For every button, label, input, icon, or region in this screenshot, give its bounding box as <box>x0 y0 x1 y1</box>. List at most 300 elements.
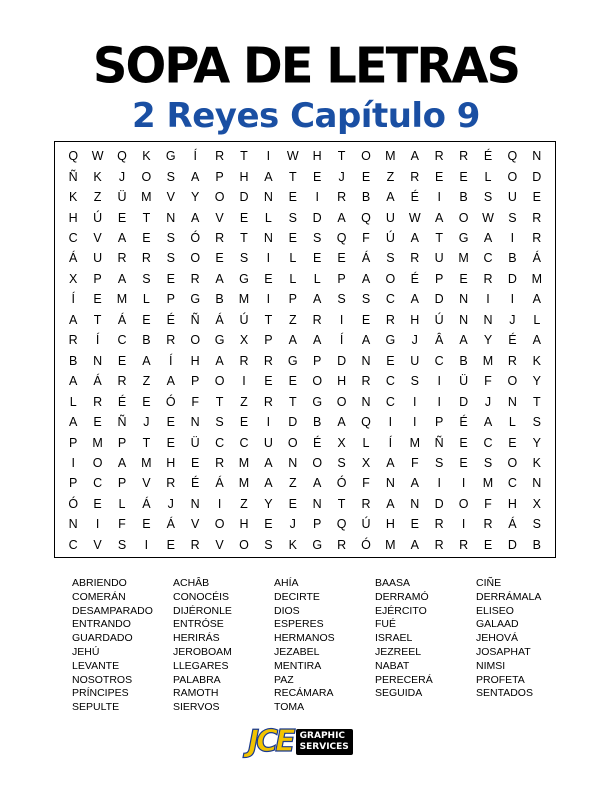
grid-letter: E <box>361 312 371 327</box>
grid-letter: T <box>264 312 273 327</box>
grid-letter: C <box>385 374 395 389</box>
grid-letter: I <box>95 517 100 532</box>
grid-letter: K <box>69 190 78 205</box>
grid-letter: R <box>532 210 542 225</box>
grid-letter: O <box>214 190 225 205</box>
grid-letter: R <box>434 149 444 164</box>
grid-letter: K <box>532 353 541 368</box>
grid-letter: A <box>142 353 151 368</box>
grid-letter: Ú <box>93 210 103 225</box>
grid-letter: M <box>409 435 420 450</box>
grid-letter: D <box>532 169 542 184</box>
grid-letter: P <box>435 415 444 430</box>
word-list-item: CONOCÉIS <box>173 590 230 603</box>
word-list-item: NOSOTROS <box>72 673 133 686</box>
grid-letter: O <box>507 455 518 470</box>
grid-letter: A <box>215 353 224 368</box>
grid-letter: M <box>482 353 494 368</box>
grid-letter: A <box>69 374 78 389</box>
grid-letter: C <box>93 476 103 491</box>
grid-letter: R <box>532 231 542 246</box>
grid-letter: A <box>215 271 224 286</box>
grid-letter: V <box>191 517 200 532</box>
grid-letter: N <box>532 476 542 491</box>
grid-letter: R <box>483 271 493 286</box>
grid-letter: M <box>141 190 152 205</box>
grid-letter: É <box>410 271 419 286</box>
word-list-item: ISRAEL <box>375 632 413 645</box>
grid-letter: A <box>459 333 468 348</box>
grid-letter: L <box>313 271 321 286</box>
grid-letter: U <box>263 435 273 450</box>
grid-letter: Y <box>264 496 273 511</box>
grid-letter: N <box>166 210 176 225</box>
grid-letter: N <box>532 149 542 164</box>
grid-letter: Ó <box>190 231 201 246</box>
grid-letter: F <box>362 476 370 491</box>
grid-letter: N <box>190 415 200 430</box>
word-list-item: RAMOTH <box>173 687 219 700</box>
grid-letter: J <box>289 517 296 532</box>
grid-letter: A <box>264 476 273 491</box>
grid-letter: Ñ <box>68 169 78 184</box>
grid-letter: I <box>510 231 515 246</box>
grid-letter: I <box>217 496 222 511</box>
grid-letter: O <box>239 537 249 552</box>
grid-letter: N <box>93 353 103 368</box>
grid-letter: C <box>507 476 517 491</box>
grid-letter: A <box>361 271 371 286</box>
grid-letter: H <box>190 353 200 368</box>
grid-letter: I <box>437 374 441 389</box>
grid-letter: A <box>361 333 371 348</box>
grid-letter: I <box>413 394 417 409</box>
grid-letter: R <box>166 333 176 348</box>
grid-letter: H <box>166 455 176 470</box>
grid-letter: O <box>92 455 103 470</box>
word-list-item: ELISEO <box>476 604 514 617</box>
grid-letter: O <box>190 333 201 348</box>
grid-letter: Ñ <box>117 415 127 430</box>
grid-letter: T <box>435 231 443 246</box>
word-list-item: DECIRTE <box>274 590 320 603</box>
grid-letter: É <box>191 476 200 491</box>
grid-letter: T <box>288 169 297 184</box>
word-list-item: AHÍA <box>274 577 299 589</box>
grid-letter: E <box>117 210 127 225</box>
grid-letter: J <box>143 415 150 430</box>
grid-letter: B <box>459 190 468 205</box>
grid-letter: Y <box>532 374 541 389</box>
grid-letter: E <box>166 537 175 552</box>
grid-letter: E <box>313 251 322 266</box>
grid-letter: E <box>459 455 468 470</box>
grid-letter: M <box>116 292 128 307</box>
grid-letter: P <box>166 292 175 307</box>
grid-letter: N <box>459 292 469 307</box>
grid-letter: I <box>266 292 271 307</box>
word-list-item: PALABRA <box>173 673 221 686</box>
grid-letter: O <box>312 455 323 470</box>
grid-letter: J <box>167 496 174 511</box>
grid-letter: C <box>117 333 127 348</box>
grid-letter: Ó <box>165 394 176 409</box>
grid-letter: B <box>142 333 151 348</box>
word-list-item: SENTADOS <box>476 687 533 700</box>
grid-letter: R <box>385 312 395 327</box>
grid-letter: H <box>410 312 420 327</box>
word-list-item: ENTRÓSE <box>173 618 224 631</box>
grid-letter: É <box>313 435 322 450</box>
grid-letter: S <box>215 415 224 430</box>
grid-letter: P <box>117 476 127 491</box>
grid-letter: N <box>190 496 200 511</box>
logo-text <box>296 729 353 755</box>
grid-letter: R <box>117 251 127 266</box>
grid-letter: Ñ <box>190 312 200 327</box>
grid-letter: M <box>482 476 494 491</box>
grid-letter: I <box>266 149 271 164</box>
grid-letter: Q <box>507 149 518 164</box>
word-list-item: PERECERÁ <box>375 673 433 686</box>
grid-letter: Ü <box>459 374 469 389</box>
grid-letter: N <box>361 394 371 409</box>
grid-letter: L <box>289 271 297 286</box>
grid-letter: H <box>68 210 78 225</box>
grid-letter: X <box>239 333 249 348</box>
grid-letter: E <box>410 517 419 532</box>
grid-letter: I <box>144 537 149 552</box>
word-list-item: JOSAPHAT <box>476 645 531 658</box>
grid-letter: I <box>266 415 271 430</box>
grid-letter: S <box>508 210 517 225</box>
grid-letter: K <box>142 149 151 164</box>
grid-letter: T <box>288 394 297 409</box>
grid-letter: G <box>458 231 469 246</box>
grid-letter: I <box>437 190 441 205</box>
grid-letter: Z <box>386 169 395 184</box>
grid-letter: T <box>240 149 248 164</box>
grid-letter: R <box>190 537 200 552</box>
word-list-item: MENTIRA <box>274 659 322 672</box>
grid-letter: S <box>386 251 395 266</box>
grid-letter: Á <box>69 251 78 266</box>
grid-letter: É <box>410 190 419 205</box>
grid-letter: Q <box>336 231 347 246</box>
grid-letter: B <box>361 190 371 205</box>
grid-letter: Y <box>483 333 493 348</box>
grid-letter: N <box>385 476 395 491</box>
grid-letter: M <box>238 455 250 470</box>
grid-letter: A <box>386 455 395 470</box>
grid-letter: C <box>68 537 78 552</box>
grid-letter: B <box>69 353 78 368</box>
grid-letter: S <box>166 251 175 266</box>
grid-letter: J <box>411 333 418 348</box>
grid-letter: V <box>142 476 151 491</box>
word-list-item: GALAAD <box>476 618 519 631</box>
grid-letter: Z <box>240 394 248 409</box>
grid-letter: A <box>313 333 322 348</box>
grid-letter: A <box>410 149 419 164</box>
grid-letter: Ú <box>434 312 444 327</box>
grid-letter: P <box>313 517 322 532</box>
grid-letter: L <box>508 415 516 430</box>
word-list-item: FUÉ <box>375 618 396 631</box>
logo-line-2: SERVICES <box>299 742 349 752</box>
grid-letter: A <box>166 374 175 389</box>
letter-grid <box>54 141 556 558</box>
grid-letter: Ó <box>336 476 347 491</box>
grid-letter: I <box>413 415 417 430</box>
grid-letter: E <box>483 537 493 552</box>
grid-letter: A <box>532 333 541 348</box>
grid-letter: Ó <box>68 496 79 511</box>
grid-letter: B <box>215 292 224 307</box>
grid-letter: S <box>264 537 273 552</box>
grid-letter: W <box>286 149 299 164</box>
grid-letter: D <box>239 190 249 205</box>
grid-letter: Í <box>193 149 197 164</box>
grid-letter: Q <box>361 415 371 430</box>
grid-letter: E <box>459 435 468 450</box>
grid-letter: N <box>483 312 493 327</box>
grid-letter: S <box>532 415 541 430</box>
word-list-item: LEVANTE <box>72 659 120 672</box>
grid-letter: É <box>166 312 175 327</box>
grid-letter: A <box>264 455 273 470</box>
grid-letter: X <box>69 271 78 286</box>
grid-letter: Z <box>288 312 297 327</box>
grid-letter: Á <box>361 251 371 266</box>
grid-letter: I <box>437 394 441 409</box>
grid-letter: M <box>141 455 152 470</box>
grid-letter: K <box>288 537 297 552</box>
grid-letter: T <box>215 394 224 409</box>
grid-letter: O <box>287 435 298 450</box>
grid-letter: N <box>68 517 78 532</box>
grid-letter: I <box>437 476 441 491</box>
grid-letter: É <box>483 149 493 164</box>
grid-letter: A <box>69 415 78 430</box>
grid-letter: I <box>486 292 490 307</box>
grid-letter: L <box>362 435 370 450</box>
grid-letter: R <box>337 190 347 205</box>
grid-letter: E <box>142 394 151 409</box>
grid-letter: L <box>142 292 150 307</box>
word-list-item: ACHÂB <box>173 577 210 589</box>
publisher-logo <box>248 725 353 759</box>
word-list-item: DESAMPARADO <box>72 604 153 617</box>
grid-letter: H <box>507 496 517 511</box>
grid-letter: Â <box>435 333 444 348</box>
grid-letter: P <box>435 271 444 286</box>
grid-letter: U <box>93 251 103 266</box>
grid-letter: S <box>239 251 249 266</box>
grid-letter: N <box>263 190 273 205</box>
grid-letter: F <box>484 374 492 389</box>
grid-letter: R <box>166 476 176 491</box>
grid-letter: S <box>313 231 322 246</box>
grid-letter: Á <box>142 496 151 511</box>
grid-letter: E <box>459 271 468 286</box>
word-list-item: JEHÚ <box>72 645 100 658</box>
grid-letter: N <box>459 312 469 327</box>
grid-letter: P <box>288 292 297 307</box>
grid-letter: K <box>93 169 102 184</box>
grid-letter: É <box>117 394 127 409</box>
grid-letter: I <box>315 190 319 205</box>
grid-letter: E <box>93 415 102 430</box>
grid-letter: R <box>215 455 225 470</box>
grid-letter: E <box>166 271 175 286</box>
grid-letter: A <box>386 496 395 511</box>
grid-letter: O <box>507 169 518 184</box>
grid-letter: Í <box>169 353 173 368</box>
grid-letter: Ú <box>361 517 371 532</box>
word-list-item: DERRÁMALA <box>476 590 542 603</box>
grid-letter: S <box>337 455 346 470</box>
grid-letter: H <box>337 374 347 389</box>
grid-letter: I <box>510 292 515 307</box>
grid-letter: A <box>337 210 346 225</box>
grid-letter: A <box>117 455 127 470</box>
grid-letter: Ó <box>361 537 371 552</box>
grid-letter: R <box>312 312 322 327</box>
grid-letter: N <box>263 231 273 246</box>
word-list-item: NABAT <box>375 659 410 672</box>
word-list-item: ESPERES <box>274 618 324 631</box>
grid-letter: L <box>69 394 77 409</box>
grid-letter: N <box>312 496 322 511</box>
grid-letter: Í <box>388 435 393 450</box>
logo-line-1: GRAPHIC <box>299 731 346 741</box>
grid-letter: M <box>385 537 396 552</box>
grid-letter: V <box>215 537 224 552</box>
word-list-item: LLEGARES <box>173 659 229 672</box>
grid-letter: B <box>313 415 322 430</box>
grid-letter: Y <box>191 190 200 205</box>
grid-letter: R <box>263 394 273 409</box>
grid-letter: M <box>92 435 103 450</box>
grid-letter: Ú <box>239 312 249 327</box>
grid-letter: E <box>239 415 249 430</box>
grid-letter: J <box>509 312 516 327</box>
grid-letter: E <box>337 251 346 266</box>
grid-letter: S <box>166 169 175 184</box>
grid-letter: R <box>215 231 225 246</box>
grid-letter: N <box>288 455 298 470</box>
grid-letter: I <box>71 455 75 470</box>
grid-letter: R <box>337 537 347 552</box>
grid-letter: E <box>361 169 371 184</box>
grid-letter: C <box>385 394 395 409</box>
grid-letter: I <box>461 476 466 491</box>
word-list-item: DIOS <box>274 604 300 617</box>
grid-letter: E <box>215 251 224 266</box>
grid-letter: G <box>239 271 249 286</box>
word-list-item: SEGUIDA <box>375 687 423 700</box>
grid-letter: R <box>459 149 469 164</box>
grid-letter: Á <box>215 476 224 491</box>
grid-letter: L <box>264 210 272 225</box>
grid-letter: O <box>190 251 201 266</box>
grid-letter: A <box>69 312 78 327</box>
grid-letter: A <box>410 476 419 491</box>
grid-letter: V <box>215 210 224 225</box>
grid-letter: L <box>533 312 541 327</box>
grid-letter: H <box>239 169 249 184</box>
grid-letter: E <box>93 496 102 511</box>
grid-letter: Í <box>95 333 100 348</box>
grid-letter: R <box>410 169 420 184</box>
word-list-item: GUARDADO <box>72 632 133 645</box>
word-list-item: PROFETA <box>476 673 525 686</box>
grid-letter: F <box>484 496 492 511</box>
grid-letter: R <box>361 374 371 389</box>
word-list-item: DIJÉRONLE <box>173 604 232 617</box>
word-list-item: CIÑE <box>476 577 502 589</box>
grid-letter: S <box>288 210 297 225</box>
grid-letter: A <box>191 169 200 184</box>
grid-letter: E <box>93 292 102 307</box>
grid-letter: E <box>459 169 468 184</box>
grid-letter: Í <box>339 333 344 348</box>
grid-letter: P <box>69 476 78 491</box>
grid-letter: S <box>337 292 346 307</box>
grid-letter: I <box>266 251 271 266</box>
grid-letter: T <box>240 231 248 246</box>
grid-letter: O <box>312 374 323 389</box>
grid-letter: A <box>117 271 127 286</box>
word-list-item: HERIRÁS <box>173 632 220 645</box>
word-list-item: ENTRANDO <box>72 618 131 631</box>
grid-letter: J <box>338 169 345 184</box>
grid-letter: X <box>361 455 371 470</box>
grid-letter: K <box>532 455 541 470</box>
grid-letter: M <box>458 251 469 266</box>
grid-letter: S <box>532 517 541 532</box>
grid-letter: T <box>142 435 151 450</box>
word-list-item: SEPULTE <box>72 701 120 714</box>
grid-letter: E <box>288 374 297 389</box>
grid-letter: G <box>287 353 298 368</box>
grid-letter: D <box>288 415 298 430</box>
grid-letter: A <box>435 210 444 225</box>
grid-letter: J <box>118 169 126 184</box>
grid-letter: É <box>508 333 517 348</box>
grid-letter: S <box>435 455 444 470</box>
grid-letter: D <box>434 496 444 511</box>
grid-letter: E <box>386 353 395 368</box>
grid-letter: A <box>532 292 541 307</box>
grid-letter: R <box>361 496 371 511</box>
word-list-item: COMERÁN <box>72 590 126 603</box>
grid-letter: V <box>166 190 175 205</box>
word-list-item: HERMANOS <box>274 632 335 645</box>
grid-letter: J <box>484 394 492 409</box>
grid-letter: V <box>93 537 102 552</box>
word-list-item: DERRAMÓ <box>375 590 429 603</box>
grid-letter: U <box>385 210 395 225</box>
grid-letter: R <box>93 394 103 409</box>
grid-letter: C <box>483 251 493 266</box>
grid-letter: A <box>386 190 395 205</box>
grid-letter: E <box>264 517 273 532</box>
grid-letter: Á <box>532 251 541 266</box>
grid-letter: O <box>214 517 225 532</box>
grid-letter: A <box>288 333 297 348</box>
